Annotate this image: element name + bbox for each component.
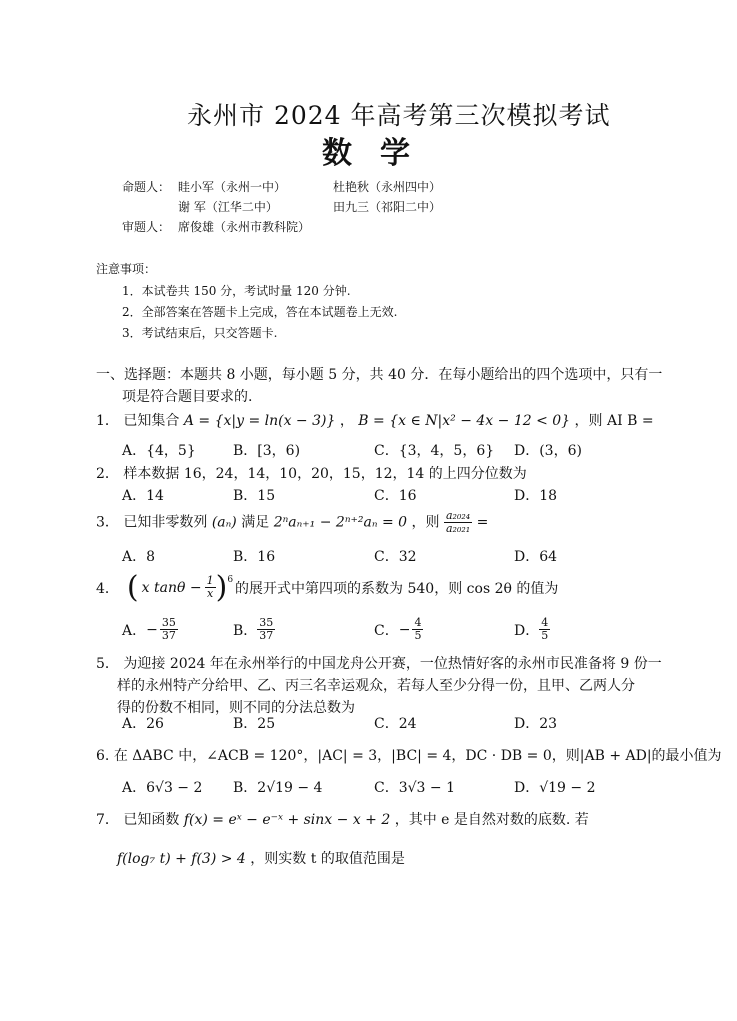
- option-fraction: [160, 617, 178, 642]
- q5-option-a: A．26: [122, 716, 164, 732]
- recurrence-eq: 2ⁿaₙ₊₁ − 2ⁿ⁺²aₙ = 0: [273, 514, 408, 531]
- reviewer-label: 审题人：: [122, 220, 171, 234]
- question-2: [96, 463, 527, 483]
- set-b-expr: B = {x ∈ N|x² − 4x − 12 < 0}: [358, 413, 571, 429]
- notice-item-1: 1．本试卷共 150 分，考试时量 120 分钟.: [122, 284, 351, 298]
- question-text: ，其中 e 是自然对数的底数. 若: [394, 812, 589, 828]
- q3-option-b: B．16: [233, 549, 276, 565]
- question-4: 4． ( x tanθ − $\frac{1}{x}$ ) $^6$ 的展开式中第四项的系数为 540，则 cos 2θ 的值为: [96, 569, 559, 605]
- section-heading-line1: 一、选择题：本题共 8 小题，每小题 5 分，共 40 分．在每小题给出的四个选项中，只有一: [96, 367, 663, 383]
- fraction-numerator: 35: [161, 616, 176, 629]
- q6-option-c: C．3√3 − 1: [374, 780, 455, 796]
- option-label: C．: [374, 622, 399, 639]
- question-text: 在 ΔABC 中，∠ACB = 120°，|AC| = 3，|BC| = 4，DC · DB = 0，则|AB + AD|的最小值为: [113, 748, 722, 764]
- question-text: 的展开式中第四项的系数为 540，则 cos 2θ 的值为: [235, 580, 559, 597]
- question-3: [96, 510, 488, 535]
- question-number: 1．: [96, 413, 119, 429]
- ratio-fraction: [444, 510, 472, 535]
- q1-option-a: A．{4，5}: [122, 443, 196, 459]
- question-text: ，则: [411, 514, 440, 531]
- question-text: 样本数据 16，24，14，10，20，15，12，14 的上四分位数为: [123, 466, 527, 482]
- question-text: 已知函数: [123, 812, 184, 828]
- option-label: A．: [122, 622, 147, 639]
- set-a-expr: A = {x|y = ln(x − 3)}: [183, 413, 336, 429]
- section-heading-line2: 项是符合题目要求的.: [122, 389, 253, 405]
- q4-option-a: [122, 617, 178, 642]
- question-number: 7．: [96, 812, 119, 828]
- setter-1: 眭小军（永州一中）: [178, 180, 287, 194]
- function-def: f(x) = eˣ − e⁻ˣ + sinx − x + 2: [183, 812, 391, 828]
- option-sign: −: [146, 621, 158, 638]
- question-5: [96, 653, 662, 673]
- option-label: B．: [233, 622, 258, 639]
- option-fraction: [257, 617, 275, 642]
- question-number: 4．: [96, 580, 119, 597]
- q5-option-c: C．24: [374, 716, 417, 732]
- option-fraction: [412, 617, 423, 642]
- fraction-denominator: 37: [259, 629, 274, 642]
- q3-option-d: D．64: [514, 549, 558, 565]
- question-7-line2: [117, 848, 405, 868]
- q4-option-d: [514, 617, 550, 642]
- q3-option-c: C．32: [374, 549, 417, 565]
- question-1: [96, 410, 654, 430]
- notice-title: 注意事项：: [96, 262, 157, 276]
- setter-2: 杜艳秋（永州四中）: [333, 180, 442, 194]
- question-number: 6.: [96, 748, 110, 764]
- question-5-line3: 得的份数不相同，则不同的分法总数为: [117, 700, 355, 716]
- fraction-denominator: a₂₀₂₁: [445, 522, 471, 535]
- q5-option-d: D．23: [514, 716, 558, 732]
- q6-option-a: A．6√3 − 2: [122, 780, 203, 796]
- question-7: [96, 809, 589, 829]
- exam-subject: 数学: [322, 136, 438, 171]
- question-6: [96, 745, 722, 765]
- binomial-power: 6: [227, 575, 234, 585]
- fraction-numerator: a₂₀₂₄: [445, 509, 471, 522]
- q2-option-d: D．18: [514, 488, 558, 504]
- fraction-numerator: 1: [206, 574, 214, 587]
- q2-option-c: C．16: [374, 488, 417, 504]
- inequality-condition: f(log₇ t) + f(3) > 4: [117, 851, 246, 867]
- binomial-fraction: [205, 575, 216, 600]
- sequence-symbol: (aₙ): [211, 514, 237, 531]
- q4-option-c: [374, 617, 423, 642]
- q1-option-b: B．[3，6): [233, 443, 301, 459]
- notice-item-2: 2．全部答案在答题卡上完成，答在本试题卷上无效.: [122, 305, 398, 319]
- fraction-numerator: 4: [541, 616, 549, 629]
- option-fraction: [539, 617, 550, 642]
- separator: ，: [339, 413, 354, 429]
- question-text: 为迎接 2024 年在永州举行的中国龙舟公开赛，一位热情好客的永州市民准备将 9 份一: [123, 656, 662, 672]
- binomial-expr: x tanθ −: [141, 579, 202, 596]
- question-number: 5．: [96, 656, 119, 672]
- question-text: 满足: [241, 514, 270, 531]
- q3-option-a: A．8: [122, 549, 156, 565]
- question-5-line2: 样的永州特产分给甲、乙、丙三名幸运观众，若每人至少分得一份，且甲、乙两人分: [117, 678, 635, 694]
- notice-item-3: 3．考试结束后，只交答题卡.: [122, 326, 278, 340]
- fraction-numerator: 35: [259, 616, 274, 629]
- q1-option-d: D．(3，6): [514, 443, 582, 459]
- q2-option-b: B．15: [233, 488, 276, 504]
- question-text: ，则 AI B =: [574, 413, 654, 429]
- option-sign: −: [398, 621, 411, 638]
- fraction-denominator: x: [206, 587, 214, 600]
- fraction-numerator: 4: [414, 616, 422, 629]
- q1-option-c: C．{3，4，5，6}: [374, 443, 495, 459]
- setter-4: 田九三（祁阳二中）: [333, 200, 442, 214]
- question-text: 已知非零数列: [123, 514, 208, 531]
- q2-option-a: A．14: [122, 488, 164, 504]
- q6-option-d: D．√19 − 2: [514, 780, 596, 796]
- q5-option-b: B．25: [233, 716, 276, 732]
- fraction-denominator: 37: [161, 629, 176, 642]
- question-text: 已知集合: [123, 413, 184, 429]
- equals-sign: =: [476, 514, 489, 531]
- q6-option-b: B．2√19 − 4: [233, 780, 323, 796]
- setter-label: 命题人：: [122, 180, 171, 194]
- option-label: D．: [514, 622, 540, 639]
- fraction-denominator: 5: [541, 629, 549, 642]
- question-number: 2．: [96, 466, 119, 482]
- reviewer: 席俊雄（永州市教科院）: [178, 220, 311, 234]
- exam-title: 永州市 2024 年高考第三次模拟考试: [187, 101, 611, 130]
- question-text: ，则实数 t 的取值范围是: [250, 851, 405, 867]
- setter-3: 谢 军（江华二中）: [178, 200, 278, 214]
- question-number: 3．: [96, 514, 119, 531]
- fraction-denominator: 5: [414, 629, 422, 642]
- q4-option-b: [233, 617, 275, 642]
